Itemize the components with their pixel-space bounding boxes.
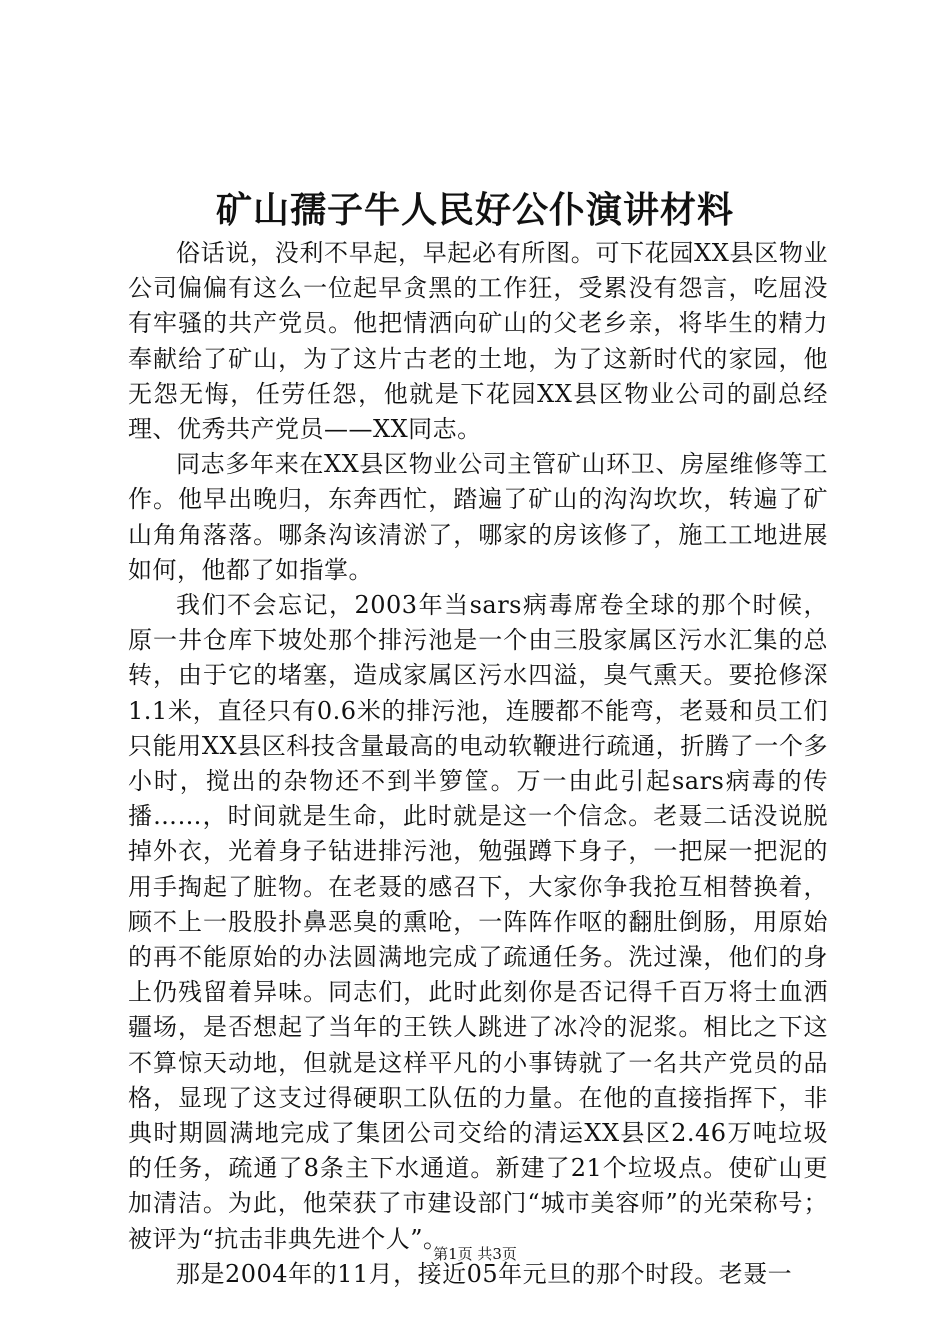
paragraph: 那是2004年的11月，接近05年元旦的那个时段。老聂一 <box>176 1259 793 1288</box>
paragraph: 同志多年来在XX县区物业公司主管矿山环卫、房屋维修等工作。他早出晚归，东奔西忙，踏遍了矿山的沟沟坎坎，转遍了矿山角角落落。哪条沟该清淤了，哪家的房该修了，施工工地进展如何，他都了如指掌。 <box>128 450 828 584</box>
document-body <box>128 236 828 1292</box>
paragraph: 俗话说，没利不早起，早起必有所图。可下花园XX县区物业公司偏偏有这么一位起早贪黑的工作狂，受累没有怨言，吃屈没有牢骚的共产党员。他把情洒向矿山的父老乡亲，将毕生的精力奉献给了矿山，为了这片古老的土地，为了这新时代的家园，他无怨无悔，任劳任怨，他就是下花园XX县区物业公司的副总经理、优秀共产党员——XX同志。 <box>128 239 828 444</box>
paragraph: 我们不会忘记，2003年当sars病毒席卷全球的那个时候，原一井仓库下坡处那个排污池是一个由三股家属区污水汇集的总转，由于它的堵塞，造成家属区污水四溢，臭气熏天。要抢修深1.1米，直径只有0.6米的排污池，连腰都不能弯，老聂和员工们只能用XX县区科技含量最高的电动软鞭进行疏通，折腾了一个多小时，搅出的杂物还不到半箩筐。万一由此引起sars病毒的传播……，时间就是生命，此时就是这一个信念。老聂二话没说脱掉外衣，光着身子钻进排污池，勉强蹲下身子，一把屎一把泥的用手掏起了脏物。在老聂的感召下，大家你争我抢互相替换着，顾不上一股股扑鼻恶臭的熏呛，一阵阵作呕的翻肚倒肠，用原始的再不能原始的办法圆满地完成了疏通任务。洗过澡，他们的身上仍残留着异味。同志们，此时此刻你是否记得千百万将士血洒疆场，是否想起了当年的王铁人跳进了冰冷的泥浆。相比之下这不算惊天动地，但就是这样平凡的小事铸就了一名共产党员的品格，显现了这支过得硬职工队伍的力量。在他的直接指挥下，非典时期圆满地完成了集团公司交给的清运XX县区2.46万吨垃圾的任务，疏通了8条主下水通道。新建了21个垃圾点。使矿山更加清洁。为此，他荣获了市建设部门“城市美容师”的光荣称号；被评为“抗击非典先进个人”。 <box>128 591 828 1253</box>
document-title: 矿山孺子牛人民好公仆演讲材料 <box>215 189 734 231</box>
page-footer: 第1页 共3页 <box>433 1245 517 1263</box>
